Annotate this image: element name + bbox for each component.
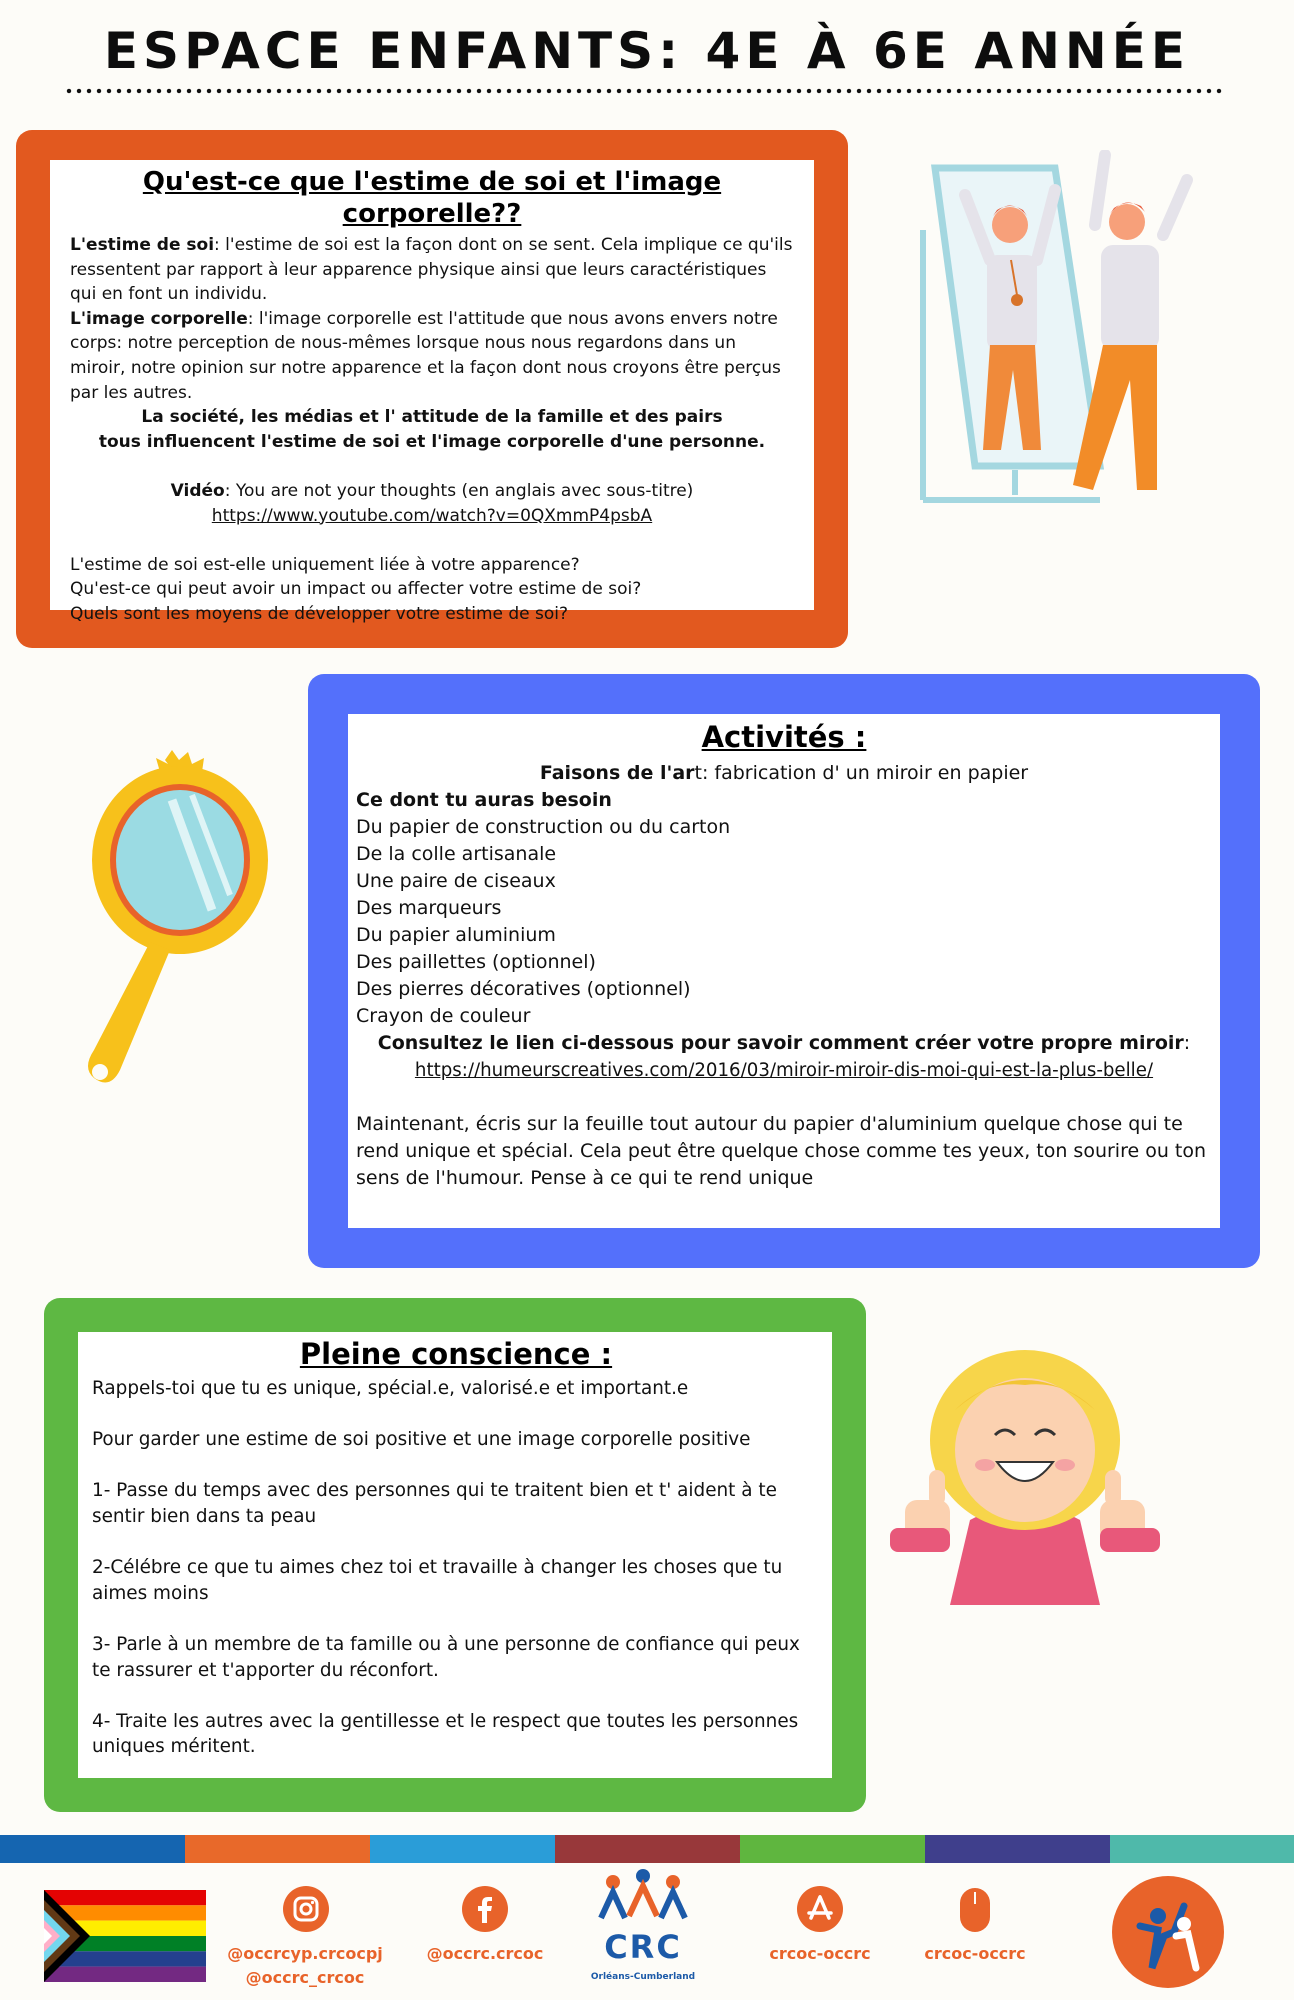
influence-line-2: tous influencent l'estime de soi et l'image corporelle d'une personne.	[98, 431, 766, 452]
closing-instructions: Maintenant, écris sur la feuille tout autour du papier d'aluminium quelque chose qui te rend unique et spécial. Cela peut être quelque chose comme tes yeux, ton sourire ou ton sens de l'humour. Pense à ce qui te rend unique	[356, 1113, 1207, 1189]
color-stripe	[1110, 1835, 1294, 1863]
mirror-tutorial-link[interactable]: https://humeurscreatives.com/2016/03/miroir-miroir-dis-moi-qui-est-la-plus-belle/	[414, 1060, 1154, 1081]
material-item: Crayon de couleur	[356, 1005, 531, 1027]
section-self-esteem-title: Qu'est-ce que l'estime de soi et l'image corporelle??	[142, 167, 722, 229]
video-link[interactable]: https://www.youtube.com/watch?v=0QXmmP4psbA	[211, 505, 653, 526]
section-mindfulness	[44, 1298, 866, 1812]
color-stripe	[925, 1835, 1110, 1863]
mirror-frame	[92, 766, 268, 954]
material-item: Des paillettes (optionnel)	[356, 951, 596, 973]
crc-round-logo-icon	[1112, 1876, 1224, 1988]
self-esteem-definition: L'estime de soi: l'estime de soi est la façon dont on se sent. Cela implique ce qu'ils ressentent par rapport à leur apparence physique ainsi que leurs caractéristiques qui en font un individu.	[70, 235, 793, 305]
page-title: ESPACE ENFANTS: 4E À 6E ANNÉE	[103, 22, 1191, 80]
dotted-divider	[64, 88, 1224, 94]
instagram-handle: @occrc_crcoc	[245, 1968, 365, 1987]
color-stripe	[0, 1835, 185, 1863]
celebrating-person	[1073, 155, 1187, 490]
materials-heading: Ce dont tu auras besoin	[356, 789, 612, 811]
app-link[interactable]	[740, 1886, 900, 1976]
crc-logo	[588, 1868, 698, 1998]
body-image-definition: L'image corporelle: l'image corporelle est l'attitude que nous avons envers notre corps: notre perception de nous-mêmes lorsque nous nous regardons dans un miroir, notre opinion sur notre apparence et la façon dont nous croyons être perçus par les autres.	[70, 308, 781, 403]
material-item: Des marqueurs	[356, 897, 502, 919]
facebook-link[interactable]	[405, 1886, 565, 1976]
left-thumb-icon	[890, 1470, 950, 1552]
question-3: Quels sont les moyens de développer votre estime de soi?	[70, 603, 569, 624]
video-line: Vidéo: You are not your thoughts (en anglais avec sous-titre)	[170, 480, 694, 501]
app-store-icon	[797, 1886, 843, 1932]
mindfulness-paragraph: Pour garder une estime de soi positive et une image corporelle positive	[92, 1429, 751, 1451]
influence-line-1: La société, les médias et l' attitude de la famille et des pairs	[141, 407, 723, 428]
material-item: Du papier aluminium	[356, 924, 556, 946]
facebook-handle: @occrc.crcoc	[426, 1944, 544, 1963]
girl-thumbs-up-illustration	[885, 1340, 1165, 1612]
right-thumb-icon	[1100, 1470, 1160, 1552]
art-activity-line: Faisons de l'art: fabrication d' un miroir en papier	[539, 762, 1029, 784]
section-mindfulness-title: Pleine conscience :	[299, 1337, 613, 1371]
hand-mirror-illustration	[80, 750, 280, 1100]
mirror-celebration-illustration	[905, 150, 1245, 510]
material-item: Des pierres décoratives (optionnel)	[356, 978, 691, 1000]
question-2: Qu'est-ce qui peut avoir un impact ou affecter votre estime de soi?	[70, 579, 642, 600]
mindfulness-paragraph: 2-Célébre ce que tu aimes chez toi et travaille à changer les choses que tu aimes moins	[92, 1557, 783, 1604]
consult-link-intro: Consultez le lien ci-dessous pour savoir comment créer votre propre miroir:	[377, 1032, 1191, 1054]
crc-logo-text: CRC	[604, 1928, 682, 1966]
section-activities	[308, 674, 1260, 1268]
section-self-esteem	[16, 130, 848, 648]
app-handle: crcoc-occrc	[769, 1944, 871, 1963]
website-link[interactable]	[895, 1886, 1055, 1976]
color-stripe	[370, 1835, 555, 1863]
mindfulness-paragraph: Rappels-toi que tu es unique, spécial.e, valorisé.e et important.e	[92, 1378, 689, 1399]
section-activities-panel	[348, 714, 1220, 1228]
mirror-handle	[88, 942, 170, 1083]
mindfulness-paragraph: 3- Parle à un membre de ta famille ou à une personne de confiance qui peux te rassurer et t'apporter du réconfort.	[92, 1633, 800, 1681]
pride-flag-icon	[44, 1890, 206, 1982]
crc-people-icon	[593, 1868, 693, 1926]
instagram-handle: @occrcyp.crcocpj	[227, 1944, 383, 1963]
question-1: L'estime de soi est-elle uniquement liée à votre apparence?	[70, 554, 580, 575]
mindfulness-paragraph: 4- Traite les autres avec la gentillesse et le respect que toutes les personnes uniques méritent.	[92, 1710, 799, 1758]
instagram-link[interactable]	[220, 1886, 390, 1996]
instagram-icon	[283, 1886, 329, 1932]
section-activities-title: Activités :	[701, 720, 867, 754]
color-stripe	[740, 1835, 925, 1863]
material-item: Du papier de construction ou du carton	[356, 816, 731, 838]
section-mindfulness-panel	[78, 1332, 832, 1778]
color-stripe	[185, 1835, 370, 1863]
crc-logo-subtitle: Orléans-Cumberland	[590, 1972, 696, 1982]
website-handle: crcoc-occrc	[924, 1944, 1026, 1963]
material-item: De la colle artisanale	[356, 843, 557, 865]
mouse-icon	[958, 1886, 992, 1934]
facebook-icon	[462, 1886, 508, 1932]
section-self-esteem-panel	[50, 160, 814, 624]
mindfulness-paragraph: 1- Passe du temps avec des personnes qui te traitent bien et t' aident à te sentir bien dans ta peau	[92, 1480, 777, 1527]
material-item: Une paire de ciseaux	[356, 870, 556, 892]
color-stripe	[555, 1835, 740, 1863]
